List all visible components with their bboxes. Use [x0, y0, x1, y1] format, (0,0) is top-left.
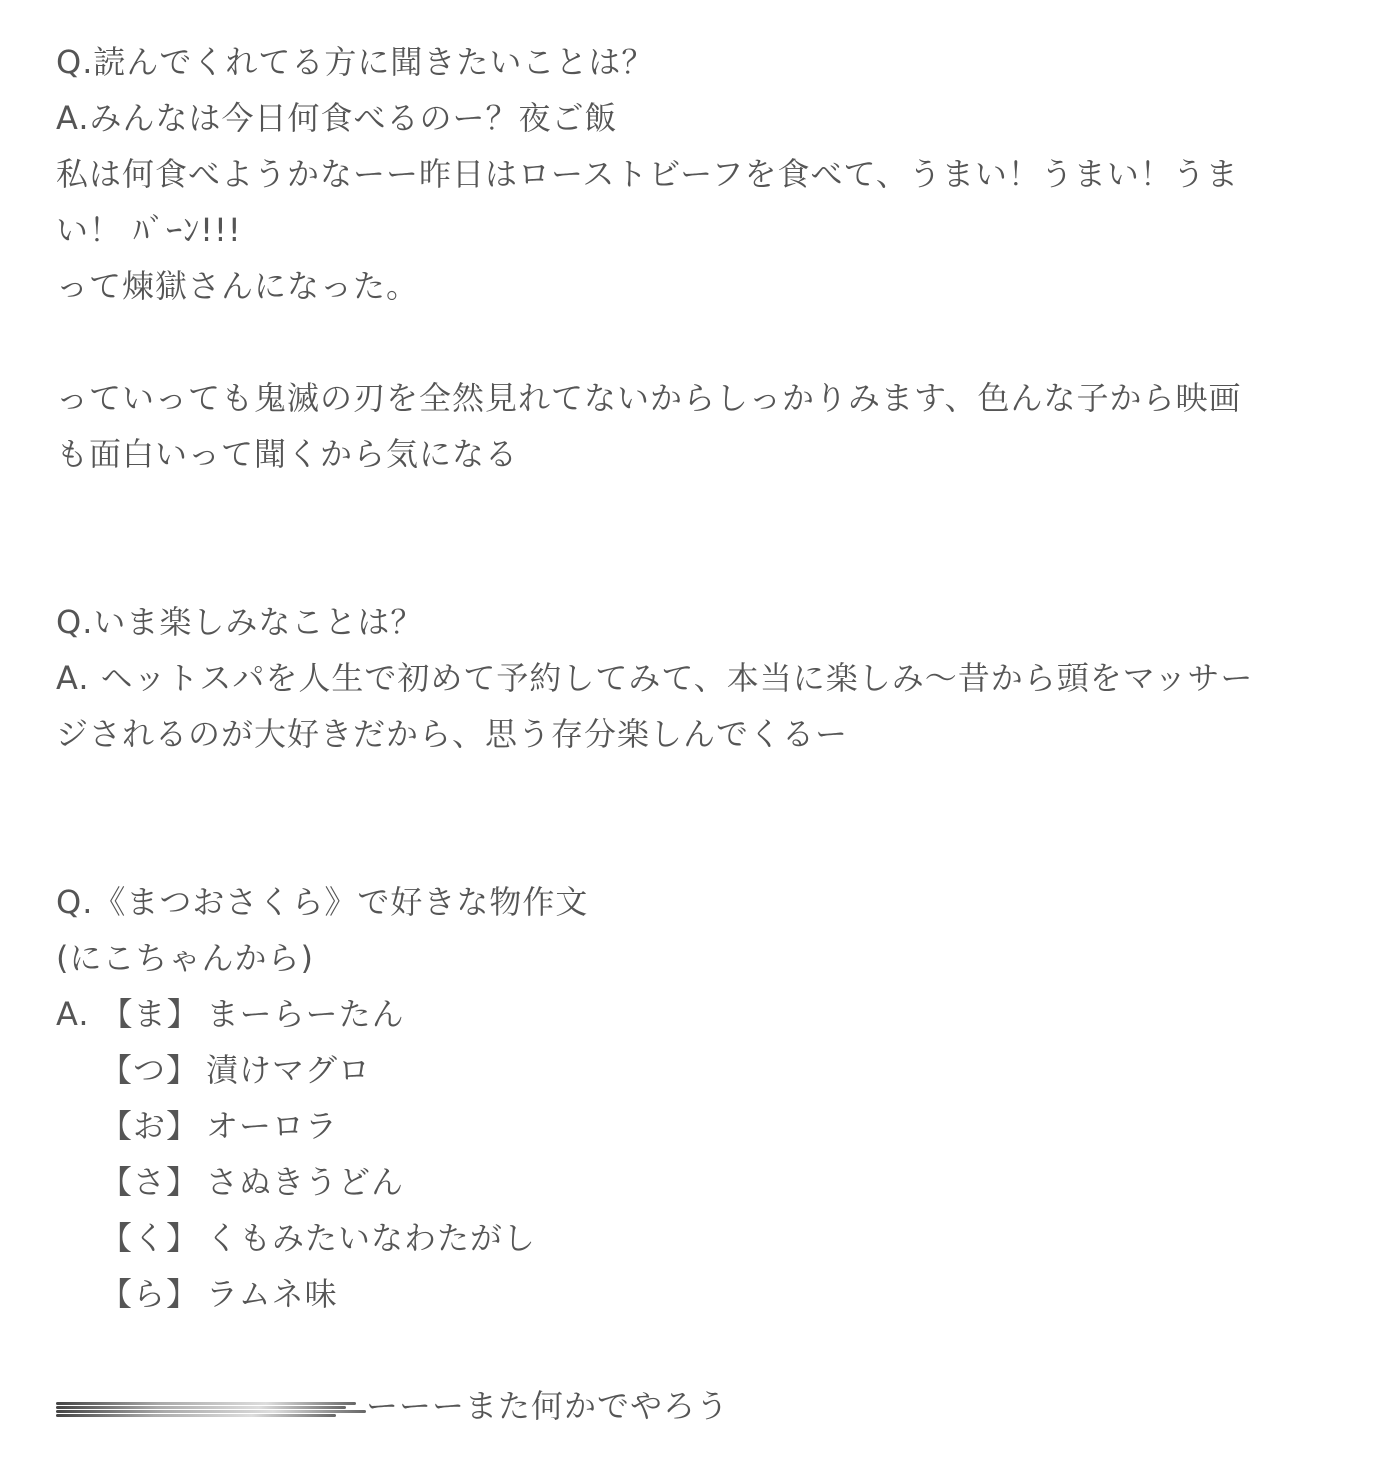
question-1: Q.読んでくれてる方に聞きたいことは？	[56, 43, 655, 81]
redaction-scribble	[56, 1378, 366, 1434]
acrostic-entry	[56, 1154, 1346, 1210]
answer-1-line-4: って煉獄さんになった。	[56, 267, 420, 305]
acrostic-key: 【お】	[100, 1107, 200, 1145]
spacer	[56, 538, 1346, 594]
acrostic-entry	[56, 1266, 1346, 1322]
acrostic-key: 【ら】	[100, 1275, 200, 1313]
spacer	[56, 818, 1346, 874]
document-body	[56, 34, 1346, 1434]
acrostic-key: 【つ】	[100, 1051, 200, 1089]
spacer	[56, 1322, 1346, 1378]
acrostic-value: 漬けマグロ	[206, 1051, 372, 1089]
answer-prefix: A.	[56, 995, 101, 1033]
acrostic-key: 【さ】	[100, 1163, 200, 1201]
spacer	[56, 762, 1346, 818]
closing-line	[56, 1378, 1346, 1434]
answer-1-extra-line-1: っていっても鬼滅の刃を全然見れてないからしっかりみます、色んな子から映画	[56, 379, 1242, 417]
acrostic-key: 【く】	[100, 1219, 200, 1257]
acrostic-entry	[56, 1098, 1346, 1154]
answer-2-line-2: ジされるのが大好きだから、思う存分楽しんでくるー	[56, 715, 849, 753]
acrostic-key: 【ま】	[100, 995, 200, 1033]
acrostic-value: ラムネ味	[206, 1275, 338, 1313]
answer-2-line-1: A. ヘットスパを人生で初めて予約してみて、本当に楽しみ〜昔から頭をマッサー	[56, 659, 1254, 697]
answer-1-line-3: い！ ﾊﾞｰﾝ!!!	[56, 211, 242, 249]
question-3-note: (にこちゃんから)	[56, 939, 314, 977]
spacer	[56, 314, 1346, 370]
acrostic-value: さぬきうどん	[206, 1163, 405, 1201]
acrostic-entry	[56, 1210, 1346, 1266]
answer-1-line-1: A.みんなは今日何食べるのー？夜ご飯	[56, 99, 618, 137]
acrostic-value: まーらーたん	[206, 995, 405, 1033]
acrostic-entry	[56, 1042, 1346, 1098]
acrostic-entry	[56, 986, 1346, 1042]
answer-1-line-2: 私は何食べようかなーー昨日はローストビーフを食べて、うまい！うまい！うま	[56, 155, 1239, 193]
acrostic-value: くもみたいなわたがし	[206, 1219, 537, 1257]
question-2: Q.いま楽しみなことは？	[56, 603, 424, 641]
acrostic-value: オーロラ	[206, 1107, 339, 1145]
closing-text: ーーーまた何かでやろう	[366, 1387, 730, 1425]
answer-1-extra-line-2: も面白いって聞くから気になる	[56, 435, 519, 473]
spacer	[56, 482, 1346, 538]
question-3: Q.《まつおさくら》で好きな物作文	[56, 883, 589, 921]
